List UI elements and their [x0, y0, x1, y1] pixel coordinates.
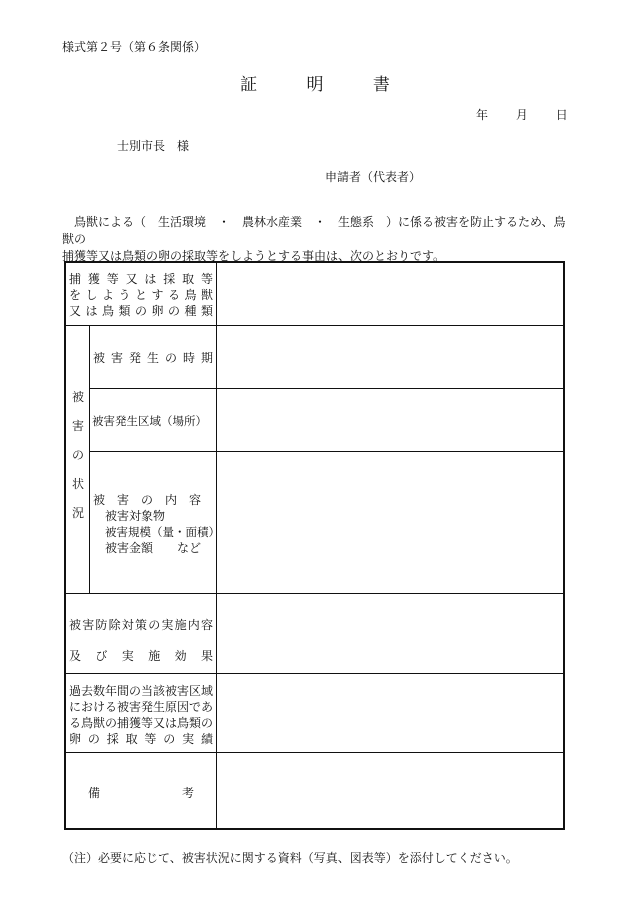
damage-group-char-4: 状 — [71, 477, 84, 491]
history-label-line-2: における被害発生原因であ — [69, 700, 214, 714]
damage-area-label: 被害発生区域（場所） — [92, 414, 207, 428]
title-char-1: 証 — [240, 75, 258, 95]
damage-group-char-1: 被 — [71, 390, 84, 404]
measures-label-line-1: 被害防除対策の実施内容 — [69, 618, 213, 632]
damage-group-char-3: の — [71, 448, 84, 462]
history-label-line-4: 卵の採取等の実績 — [69, 732, 213, 746]
certificate-table — [64, 261, 565, 830]
form-number: 様式第２号（第６条関係） — [62, 40, 207, 54]
intro-paragraph — [62, 214, 572, 265]
species-label-line-2: をしようとする鳥獣 — [69, 288, 213, 302]
damage-group-char-5: 況 — [71, 506, 84, 520]
damage-content-heading: 被 害 の 内 容 — [93, 493, 202, 507]
measures-label-line-2: 及び実施効果 — [69, 649, 213, 663]
measures-value-cell[interactable] — [217, 594, 563, 673]
title-char-2: 明 — [306, 75, 324, 95]
history-value-cell[interactable] — [217, 674, 563, 752]
damage-content-item-3: 被害金額 など — [105, 541, 202, 555]
intro-line-2: 捕獲等又は鳥類の卵の採取等をしようとする事由は、次のとおりです。 — [62, 249, 446, 263]
damage-time-value-cell[interactable] — [217, 326, 563, 388]
history-label-line-1: 過去数年間の当該被害区域 — [69, 684, 214, 698]
damage-content-item-1: 被害対象物 — [105, 509, 166, 523]
date-month-label: 月 — [515, 108, 528, 122]
group-column-divider — [89, 325, 90, 593]
date-day-label: 日 — [555, 108, 568, 122]
species-label — [69, 271, 213, 319]
remarks-char-1: 備 — [88, 786, 101, 800]
addressee: 士別市長 様 — [117, 139, 190, 153]
footer-note: （注）必要に応じて、被害状況に関する資料（写真、図表等）を添付してください。 — [62, 851, 518, 865]
damage-time-label: 被害発生の時期 — [93, 351, 213, 365]
damage-area-value-cell[interactable] — [217, 389, 563, 451]
history-label — [69, 683, 213, 747]
damage-content-item-2: 被害規模（量・面積） — [105, 525, 220, 539]
document-title — [0, 70, 630, 95]
damage-group-char-2: 害 — [71, 419, 84, 433]
date-line — [476, 106, 568, 123]
species-label-line-3: 又は鳥類の卵の種類 — [69, 304, 213, 318]
history-label-line-3: る鳥獣の捕獲等又は鳥類の — [69, 716, 214, 730]
measures-label — [69, 610, 213, 672]
title-char-3: 書 — [372, 75, 390, 95]
intro-line-1: 鳥獣による（ 生活環境 ・ 農林水産業 ・ 生態系 ）に係る被害を防止するため、鳥獣の — [62, 215, 566, 246]
remarks-char-2: 考 — [182, 786, 195, 800]
damage-content-value-cell[interactable] — [217, 452, 563, 593]
remarks-value-cell[interactable] — [217, 753, 563, 828]
date-year-label: 年 — [476, 108, 489, 122]
species-label-line-1: 捕獲等又は採取等 — [69, 272, 213, 286]
applicant-label: 申請者（代表者） — [325, 170, 422, 184]
species-value-cell[interactable] — [217, 263, 563, 325]
damage-group-label — [71, 389, 85, 521]
damage-content-label — [93, 492, 220, 556]
